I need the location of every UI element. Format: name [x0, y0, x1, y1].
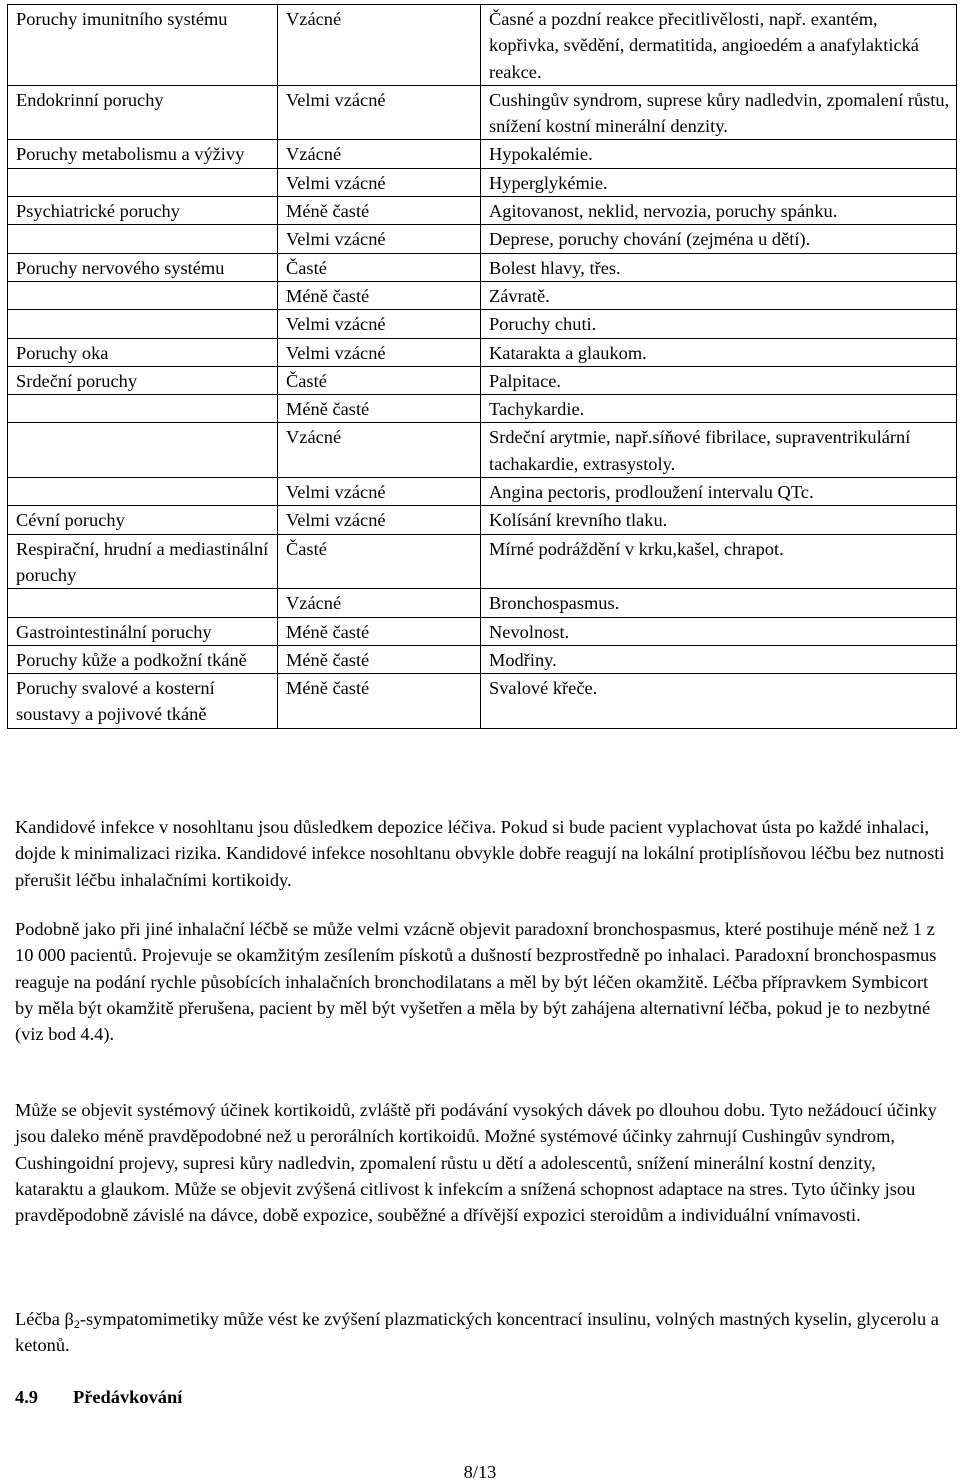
effect-cell: Hypokalémie. [481, 140, 957, 168]
effect-cell: Časné a pozdní reakce přecitlivělosti, např. exantém, kopřivka, svědění, dermatitida, angioedém a anafylaktická reakce. [481, 5, 957, 86]
table-row [8, 310, 957, 338]
organ-class-cell: Endokrinní poruchy [8, 85, 278, 140]
paragraph-systemic-effects: Může se objevit systémový účinek kortikoidů, zvláště při podávání vysokých dávek po dlouhou dobu. Tyto nežádoucí účinky jsou daleko méně pravděpodobné než u perorálních kortikoidů. Možné systémové účinky zahrnují Cushingův syndrom, Cushingoidní projevy, supresi kůry nadledvin, zpomalení růstu u dětí a adolescentů, snížení minerální kostní denzity, kataraktu a glaukom. Může se objevit zvýšená citlivost k infekcím a snížená schopnost adaptace na stres. Tyto účinky jsou pravděpodobně závislé na dávce, době expozice, souběžné a dřívější expozici steroidům a individuální vnímavosti. [15, 1100, 937, 1226]
organ-class-cell: Respirační, hrudní a mediastinální poruchy [8, 534, 278, 589]
table-row [8, 478, 957, 506]
adverse-effects-table [7, 4, 957, 729]
effect-cell: Mírné podráždění v krku,kašel, chrapot. [481, 534, 957, 589]
section-number: 4.9 [15, 1387, 38, 1407]
table-row [8, 85, 957, 140]
effect-cell: Hyperglykémie. [481, 168, 957, 196]
organ-class-cell: Srdeční poruchy [8, 366, 278, 394]
organ-class-cell [8, 395, 278, 423]
frequency-cell: Vzácné [278, 423, 481, 478]
frequency-cell: Vzácné [278, 140, 481, 168]
frequency-cell: Méně časté [278, 395, 481, 423]
frequency-cell: Méně časté [278, 674, 481, 729]
table-row [8, 225, 957, 253]
effect-cell: Cushingův syndrom, suprese kůry nadledvin, zpomalení růstu, snížení kostní minerální denzity. [481, 85, 957, 140]
table-row [8, 197, 957, 225]
organ-class-cell: Poruchy svalové a kosterní soustavy a pojivové tkáně [8, 674, 278, 729]
effect-cell: Agitovanost, neklid, nervozia, poruchy spánku. [481, 197, 957, 225]
page-number: 8/13 [463, 1462, 497, 1482]
table-row [8, 534, 957, 589]
effect-cell: Kolísání krevního tlaku. [481, 506, 957, 534]
organ-class-cell: Psychiatrické poruchy [8, 197, 278, 225]
frequency-cell: Velmi vzácné [278, 338, 481, 366]
table-row [8, 423, 957, 478]
section-title: Předávkování [73, 1387, 183, 1407]
table-row [8, 395, 957, 423]
table-row [8, 645, 957, 673]
frequency-cell: Vzácné [278, 589, 481, 617]
frequency-cell: Velmi vzácné [278, 506, 481, 534]
frequency-cell: Časté [278, 366, 481, 394]
paragraph-beta2-sympathomimetics [15, 1306, 945, 1359]
frequency-cell: Velmi vzácné [278, 225, 481, 253]
frequency-cell: Velmi vzácné [278, 85, 481, 140]
organ-class-cell [8, 423, 278, 478]
beta-subscript: 2 [73, 1317, 80, 1331]
effect-cell: Nevolnost. [481, 617, 957, 645]
table-row [8, 168, 957, 196]
frequency-cell: Méně časté [278, 197, 481, 225]
frequency-cell: Velmi vzácné [278, 168, 481, 196]
paragraph-bronchospasm: Podobně jako při jiné inhalační léčbě se může velmi vzácně objevit paradoxní bronchospasmus, které postihuje méně než 1 z 10 000 pacientů. Projevuje se okamžitým zesílením pískotů a dušností bezprostředně po inhalaci. Paradoxní bronchospasmus reaguje na podání rychle působících inhalačních bronchodilatans a měl by být léčen okamžitě. Léčba přípravkem Symbicort by měla být okamžitě přerušena, pacient by měl být vyšetřen a měla by být zahájena alternativní léčba, pokud je to nezbytné (viz bod 4.4). [15, 919, 937, 1045]
effect-cell: Poruchy chuti. [481, 310, 957, 338]
beta-text-after: -sympatomimetiky může vést ke zvýšení plazmatických koncentrací insulinu, volných mastných kyselin, glycerolu a ketonů. [15, 1309, 939, 1356]
effect-cell: Deprese, poruchy chování (zejména u dětí). [481, 225, 957, 253]
section-heading [15, 1384, 182, 1410]
table-row [8, 5, 957, 86]
effect-cell: Závratě. [481, 281, 957, 309]
organ-class-cell [8, 281, 278, 309]
paragraph-candida: Kandidové infekce v nosohltanu jsou důsledkem depozice léčiva. Pokud si bude pacient vyplachovat ústa po každé inhalaci, dojde k minimalizaci rizika. Kandidové infekce nosohltanu obvykle dobře reagují na lokální protiplísňovou léčbu bez nutnosti přerušit léčbu inhalačními kortikoidy. [15, 817, 945, 890]
table-row [8, 338, 957, 366]
effect-cell: Katarakta a glaukom. [481, 338, 957, 366]
organ-class-cell: Cévní poruchy [8, 506, 278, 534]
frequency-cell: Méně časté [278, 281, 481, 309]
organ-class-cell: Poruchy kůže a podkožní tkáně [8, 645, 278, 673]
organ-class-cell: Poruchy metabolismu a výživy [8, 140, 278, 168]
frequency-cell: Méně časté [278, 617, 481, 645]
organ-class-cell [8, 168, 278, 196]
table-row [8, 674, 957, 729]
table-row [8, 366, 957, 394]
adverse-effects-table-body [8, 5, 957, 729]
organ-class-cell: Poruchy imunitního systému [8, 5, 278, 86]
effect-cell: Bronchospasmus. [481, 589, 957, 617]
table-row [8, 506, 957, 534]
effect-cell: Angina pectoris, prodloužení intervalu QTc. [481, 478, 957, 506]
table-row [8, 140, 957, 168]
organ-class-cell [8, 225, 278, 253]
organ-class-cell: Poruchy oka [8, 338, 278, 366]
frequency-cell: Velmi vzácné [278, 310, 481, 338]
effect-cell: Tachykardie. [481, 395, 957, 423]
effect-cell: Modřiny. [481, 645, 957, 673]
frequency-cell: Velmi vzácné [278, 478, 481, 506]
effect-cell: Srdeční arytmie, např.síňové fibrilace, supraventrikulární tachakardie, extrasystoly. [481, 423, 957, 478]
organ-class-cell [8, 589, 278, 617]
organ-class-cell [8, 478, 278, 506]
frequency-cell: Časté [278, 534, 481, 589]
table-row [8, 617, 957, 645]
effect-cell: Palpitace. [481, 366, 957, 394]
table-row [8, 281, 957, 309]
organ-class-cell: Poruchy nervového systému [8, 253, 278, 281]
effect-cell: Svalové křeče. [481, 674, 957, 729]
beta-text-before: Léčba β [15, 1309, 74, 1329]
table-row [8, 589, 957, 617]
frequency-cell: Vzácné [278, 5, 481, 86]
effect-cell: Bolest hlavy, třes. [481, 253, 957, 281]
organ-class-cell: Gastrointestinální poruchy [8, 617, 278, 645]
table-row [8, 253, 957, 281]
organ-class-cell [8, 310, 278, 338]
frequency-cell: Časté [278, 253, 481, 281]
frequency-cell: Méně časté [278, 645, 481, 673]
